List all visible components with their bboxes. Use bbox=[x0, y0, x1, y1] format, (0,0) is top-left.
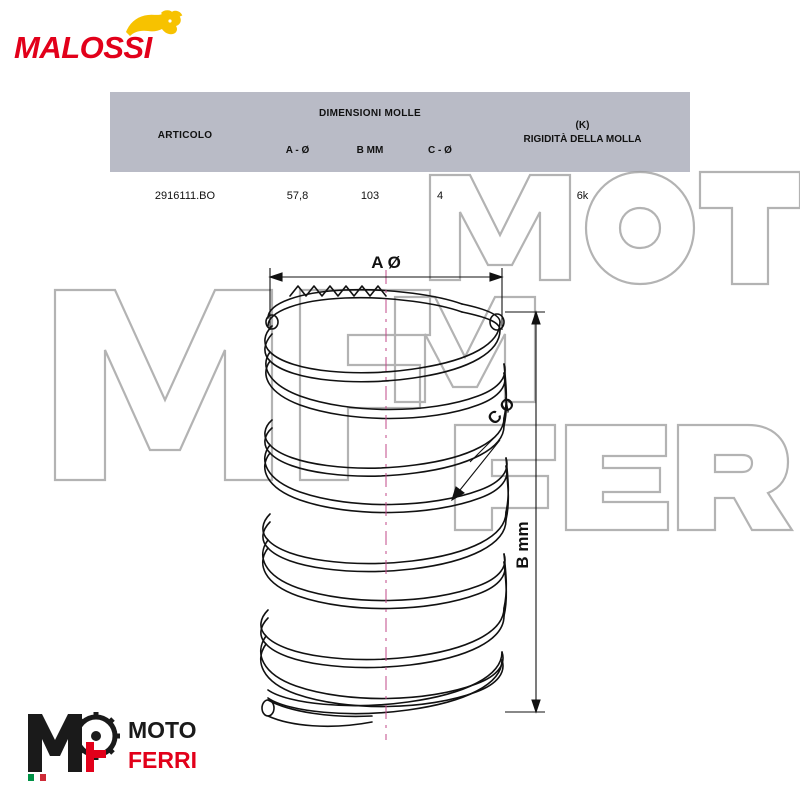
header-label-rigidita: RIGIDITÀ DELLA MOLLA bbox=[523, 134, 642, 145]
logo-text-ferri: FERRI bbox=[128, 747, 197, 773]
cell-a: 57,8 bbox=[260, 172, 335, 220]
motoferri-logo-svg bbox=[20, 706, 220, 782]
label-a-diameter: A Ø bbox=[371, 253, 401, 272]
header-label-a: A - Ø bbox=[285, 145, 310, 156]
logo-letter-m bbox=[28, 714, 82, 772]
cell-articolo: 2916111.BO bbox=[110, 172, 260, 220]
header-label-b: B MM bbox=[356, 145, 384, 156]
logo-letter-f bbox=[86, 742, 106, 772]
cell-c: 4 bbox=[405, 172, 475, 220]
dimension-c bbox=[452, 436, 500, 500]
logo-text-moto: MOTO bbox=[128, 717, 197, 743]
cell-k: 6k bbox=[475, 172, 690, 220]
label-b-length: B mm bbox=[513, 521, 532, 569]
label-c-diameter: C Ø bbox=[483, 393, 519, 429]
header-label-dimensioni-molle: DIMENSIONI MOLLE bbox=[318, 108, 422, 119]
italian-flag-icon bbox=[28, 774, 46, 781]
motoferri-logo bbox=[20, 706, 220, 782]
header-label-c: C - Ø bbox=[428, 145, 452, 156]
dimension-b bbox=[505, 312, 545, 712]
cell-b: 103 bbox=[335, 172, 405, 220]
header-label-k: (K) bbox=[575, 120, 590, 131]
header-label-articolo: ARTICOLO bbox=[157, 130, 213, 141]
malossi-wordmark: MALOSSI bbox=[14, 30, 152, 65]
